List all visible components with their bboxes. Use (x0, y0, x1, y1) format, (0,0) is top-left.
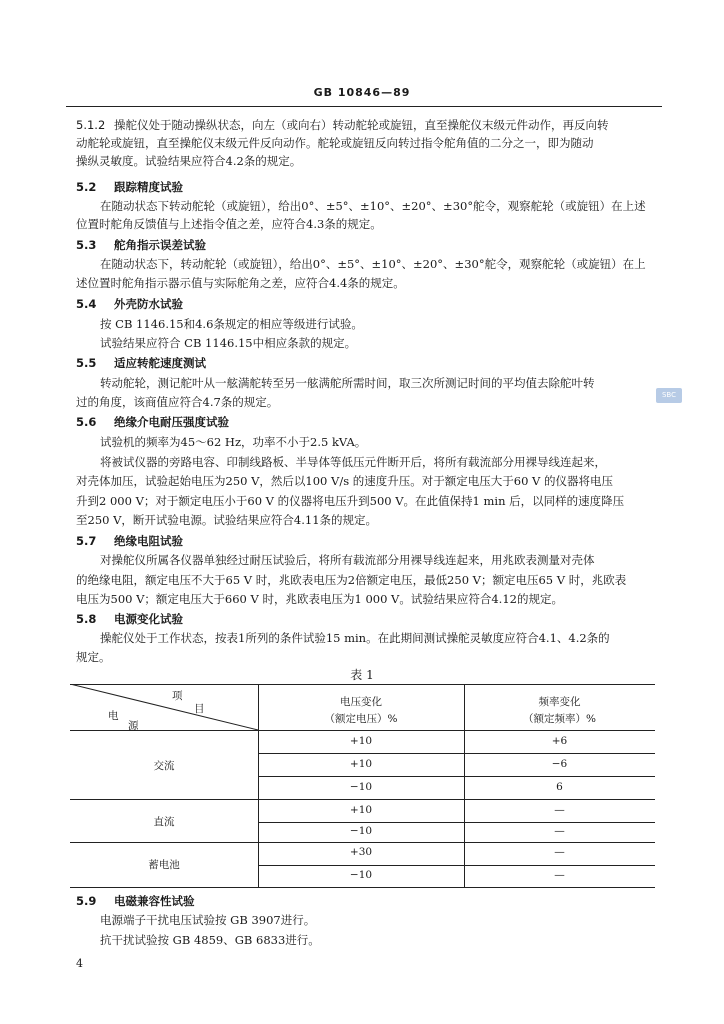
group-ac: 交流 (153, 760, 175, 772)
s52-line2: 位置时舵角反馈值与上述指令值之差，应符合4.3条的规定。 (76, 217, 382, 231)
table-title: 表 1 (350, 668, 374, 682)
frequency-cell: 6 (556, 781, 563, 793)
head-mu: 目 (194, 703, 205, 715)
s56-line3: 对壳体加压，试验起始电压为250 V，然后以100 V/s 的速度升压。对于额定电压大于60 V 的仪器将电压 (76, 474, 613, 488)
voltage-cell: −10 (349, 869, 373, 881)
s53-line1: 在随动状态下，转动舵轮（或旋钮），给出0°、±5°、±10°、±20°、±30°舵令，观察舵轮（或旋钮）在上 (100, 257, 646, 271)
s52-line1: 在随动状态下转动舵轮（或旋钮），给出0°、±5°、±10°、±20°、±30°舵令，观察舵轮（或旋钮）在上述 (100, 199, 646, 213)
s54-line2: 试验结果应符合 CB 1146.15中相应条款的规定。 (100, 336, 357, 350)
head-voltage: 电压变化 (340, 696, 382, 708)
voltage-cell: +10 (349, 735, 373, 747)
voltage-cell: +10 (349, 804, 373, 816)
standard-code-header: GB 10846—89 (313, 86, 411, 99)
head-frequency: 频率变化 (538, 696, 581, 708)
s58-line1: 操舵仪处于工作状态，按表1所列的条件试验15 min。在此期间测试操舵灵敏度应符合4.1、4.2条的 (100, 631, 610, 645)
s57-line2: 的绝缘电阻，额定电压不大于65 V 时，兆欧表电压为2倍额定电压，最低250 V；额定电压65 V 时，兆欧表 (76, 573, 627, 587)
frequency-cell: — (554, 825, 565, 837)
s54-line1: 按 CB 1146.15和4.6条规定的相应等级进行试验。 (100, 317, 363, 331)
s55-heading: 5.5 适应转舵速度测试 (76, 356, 206, 370)
s57-heading: 5.7 绝缘电阻试验 (76, 534, 183, 548)
s58-line2: 规定。 (76, 650, 111, 664)
s512-line2: 动舵轮或旋钮，直至操舵仪末级元件反向动作。舵轮或旋钮反向转过指令舵角值的二分之一，即为随动 (76, 136, 594, 150)
group-dc: 直流 (153, 816, 175, 828)
s56-line1: 试验机的频率为45～62 Hz，功率不小于2.5 kVA。 (100, 435, 367, 449)
s56-line4: 升到2 000 V；对于额定电压小于60 V 的仪器将电压升到500 V。在此值保持1 min 后，以同样的速度降压 (76, 494, 625, 508)
head-voltage-unit: （额定电压）% (324, 713, 398, 725)
s59-heading: 5.9 电磁兼容性试验 (76, 894, 195, 908)
voltage-cell: −10 (349, 781, 373, 793)
frequency-cell: — (554, 804, 565, 816)
s52-heading: 5.2 跟踪精度试验 (76, 180, 183, 194)
head-yuan: 源 (128, 720, 139, 732)
s59-line1: 电源端子干扰电压试验按 GB 3907进行。 (100, 913, 316, 927)
header-rule (66, 106, 662, 107)
head-frequency-unit: （额定频率）% (523, 713, 596, 725)
voltage-cell: −10 (349, 825, 373, 837)
group-battery: 蓄电池 (148, 859, 180, 871)
s56-heading: 5.6 绝缘介电耐压强度试验 (76, 415, 229, 429)
s53-heading: 5.3 舵角指示误差试验 (76, 238, 206, 252)
table-1 (70, 684, 655, 888)
s512-line1: 5.1.2 操舵仪处于随动操纵状态，向左（或向右）转动舵轮或旋钮，直至操舵仪末级元件动作，再反向转 (76, 118, 609, 132)
s56-line2: 将被试仪器的旁路电容、印制线路板、半导体等低压元件断开后，将所有载流部分用裸导线连起来， (100, 455, 606, 469)
s58-heading: 5.8 电源变化试验 (76, 612, 183, 626)
frequency-cell: −6 (551, 758, 568, 770)
s54-heading: 5.4 外壳防水试验 (76, 297, 183, 311)
s53-line2: 述位置时舵角指示器示值与实际舵角之差，应符合4.4条的规定。 (76, 276, 405, 290)
watermark-stamp: SBC (656, 388, 682, 403)
frequency-cell: — (554, 846, 565, 858)
head-item: 项 (172, 690, 183, 702)
s56-line5: 至250 V，断开试验电源。试验结果应符合4.11条的规定。 (76, 513, 378, 527)
s59-line2: 抗干扰试验按 GB 4859、GB 6833进行。 (100, 933, 320, 947)
header-diagonal (70, 684, 259, 731)
frequency-cell: — (554, 869, 565, 881)
s55-line2: 过的角度，该商值应符合4.7条的规定。 (76, 395, 279, 409)
voltage-cell: +10 (349, 758, 373, 770)
head-dian: 电 (108, 710, 119, 722)
page-number: 4 (76, 957, 83, 970)
s57-line3: 电压为500 V；额定电压大于660 V 时，兆欧表电压为1 000 V。试验结果应符合4.12的规定。 (76, 592, 563, 606)
frequency-cell: +6 (551, 735, 568, 747)
s57-line1: 对操舵仪所属各仪器单独经过耐压试验后，将所有载流部分用裸导线连起来，用兆欧表测量对壳体 (100, 553, 595, 567)
s512-line3: 操纵灵敏度。试验结果应符合4.2条的规定。 (76, 154, 302, 168)
voltage-cell: +30 (349, 846, 373, 858)
s55-line1: 转动舵轮，测记舵叶从一舷满舵转至另一舷满舵所需时间，取三次所测记时间的平均值去除舵叶转 (100, 376, 595, 390)
